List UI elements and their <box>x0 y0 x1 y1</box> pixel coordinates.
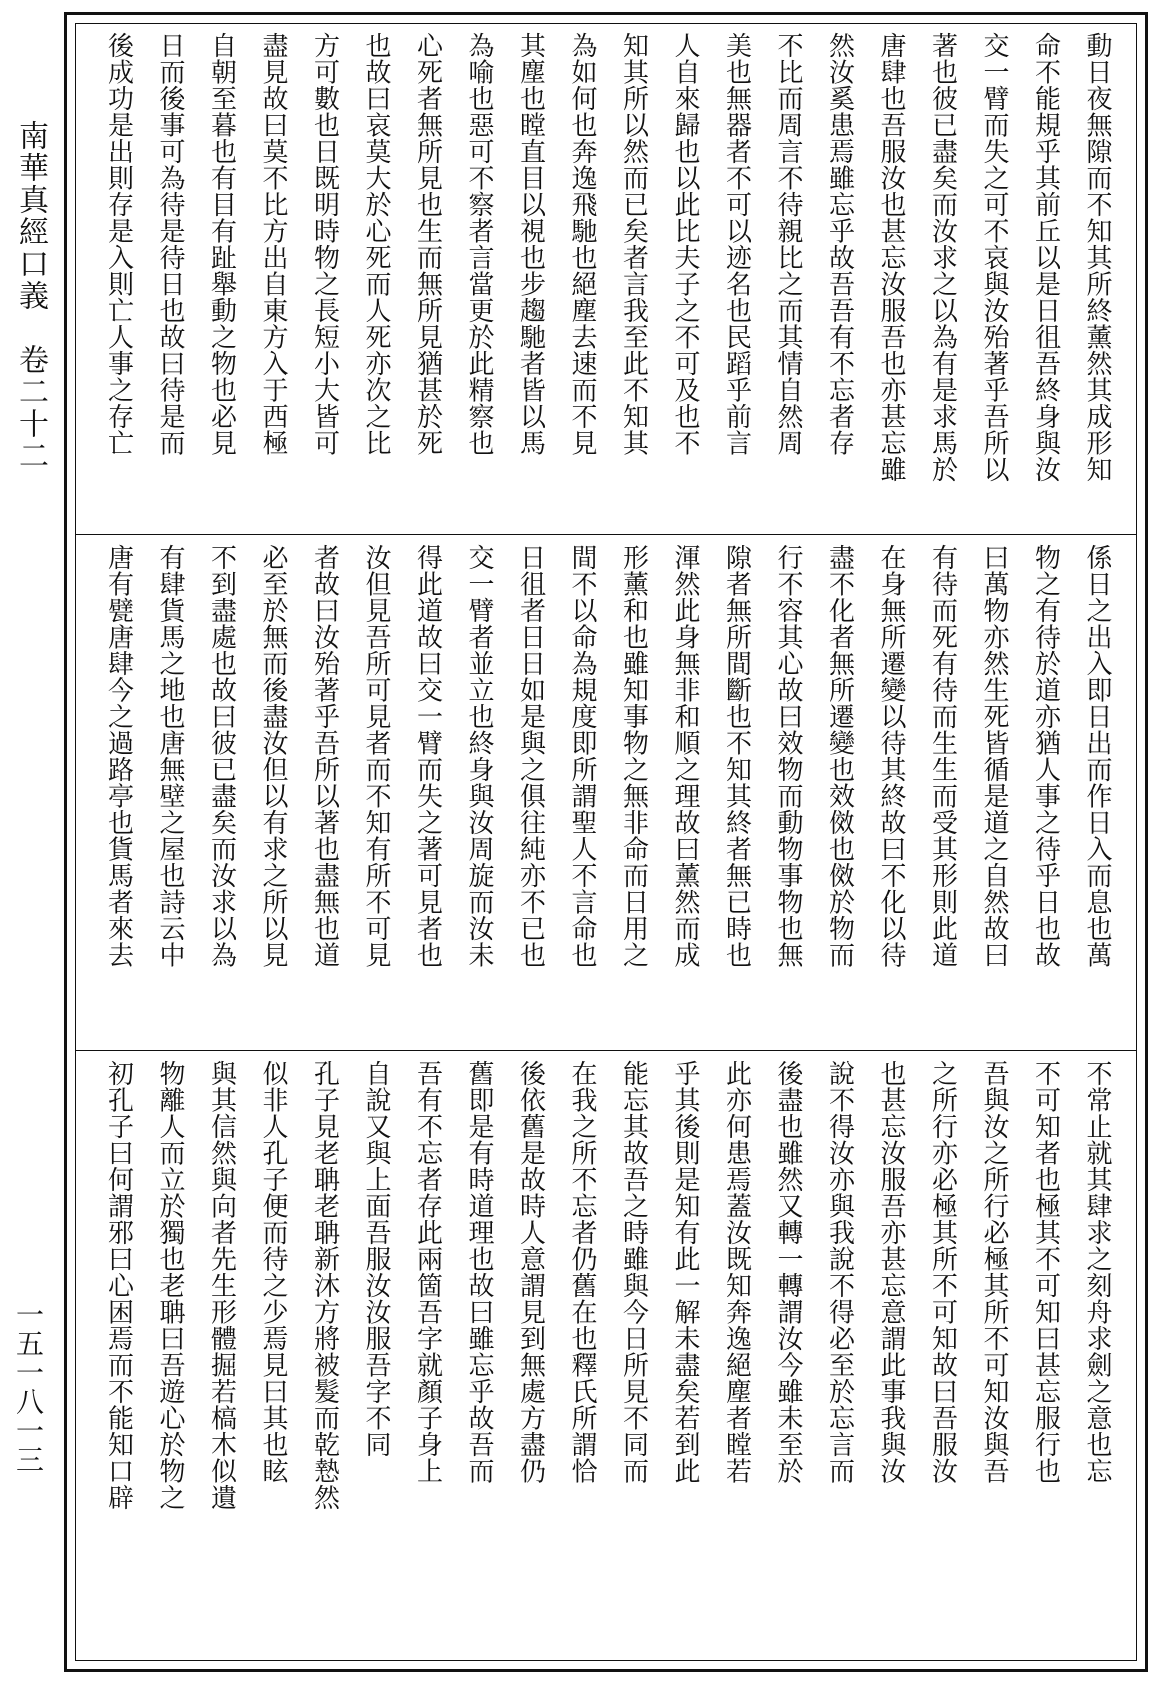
text-column: 在我之所不忘者仍舊在也釋氏所謂恰 <box>567 1060 597 1484</box>
text-column: 吾有不忘者存此兩箇吾字就顏子身上 <box>412 1060 443 1484</box>
text-column: 交一臂而失之可不哀與汝殆著乎吾所以 <box>979 32 1009 483</box>
text-column: 似非人孔子便而待之少焉見曰其也眩 <box>258 1060 288 1484</box>
text-column: 命不能規乎其前丘以是日徂吾終身與汝 <box>1030 32 1061 483</box>
text-column: 說不得汝亦與我說不得必至於忘言而 <box>824 1060 855 1484</box>
section-divider-1 <box>76 534 1136 535</box>
text-column: 此亦何患焉蓋汝既知奔逸絕塵者瞠若 <box>721 1060 752 1484</box>
text-column: 在身無所遷變以待其終故曰不化以待 <box>876 544 906 968</box>
text-section-1 <box>76 24 1136 532</box>
text-column: 交一臂者並立也終身與汝周旋而汝未 <box>464 544 494 968</box>
text-column: 孔子見老聃老聃新沐方將被髮而乾慹然 <box>309 1060 340 1511</box>
text-column: 也甚忘汝服吾亦甚忘意謂此事我與汝 <box>876 1060 906 1484</box>
text-column: 日徂者日日如是與之俱往純亦不已也 <box>515 544 546 968</box>
text-column: 後盡也雖然又轉一轉謂汝今雖未至於 <box>773 1060 803 1484</box>
text-column: 盡見故曰莫不比方出自東方入于西極 <box>258 32 288 456</box>
text-column: 著也彼已盡矣而汝求之以為有是求馬於 <box>927 32 958 483</box>
text-column: 唐肆也吾服汝也甚忘汝服吾也亦甚忘雖 <box>876 32 906 483</box>
text-column: 不可知者也極其不可知曰甚忘服行也 <box>1030 1060 1061 1484</box>
text-column: 形薰和也雖知事物之無非命而日用之 <box>618 544 649 968</box>
page-frame <box>64 12 1148 1672</box>
text-column: 有待而死有待而生生而受其形則此道 <box>927 544 958 968</box>
text-column: 能忘其故吾之時雖與今日所見不同而 <box>618 1060 649 1484</box>
text-column: 物離人而立於獨也老聃曰吾遊心於物之 <box>155 1060 185 1511</box>
text-column: 為如何也奔逸飛馳也絕塵去速而不見 <box>567 32 597 456</box>
text-column: 美也無器者不可以迹名也民蹈乎前言 <box>721 32 752 456</box>
text-column: 知其所以然而已矣者言我至此不知其 <box>618 32 649 456</box>
text-column: 方可數也日既明時物之長短小大皆可 <box>309 32 340 456</box>
text-column: 其塵也瞠直目以視也步趨馳者皆以馬 <box>515 32 546 456</box>
text-section-2 <box>76 536 1136 1048</box>
text-column: 與其信然與向者先生形體掘若槁木似遺 <box>206 1060 237 1511</box>
text-column: 渾然此身無非和順之理故曰薰然而成 <box>670 544 700 968</box>
text-column: 然汝奚患焉雖忘乎故吾吾有不忘者存 <box>824 32 855 456</box>
text-column: 隙者無所間斷也不知其終者無已時也 <box>721 544 752 968</box>
text-column: 不常止就其肆求之刻舟求劍之意也忘 <box>1082 1060 1112 1484</box>
text-column: 物之有待於道亦猶人事之待乎日也故 <box>1030 544 1061 968</box>
text-column: 初孔子曰何謂邪曰心困焉而不能知口辟 <box>103 1060 134 1511</box>
section-divider-2 <box>76 1050 1136 1051</box>
text-column: 動日夜無隙而不知其所終薰然其成形知 <box>1082 32 1112 483</box>
text-column: 為喻也惡可不察者言當更於此精察也 <box>464 32 494 456</box>
text-column: 人自來歸也以此比夫子之不可及也不 <box>670 32 700 456</box>
text-column: 吾與汝之所行必極其所不可知汝與吾 <box>979 1060 1009 1484</box>
text-column: 間不以命為規度即所謂聖人不言命也 <box>567 544 597 968</box>
text-column: 汝但見吾所可見者而不知有所不可見 <box>361 544 391 968</box>
text-block <box>75 23 1137 1661</box>
text-column: 日而後事可為待是待日也故曰待是而 <box>155 32 185 456</box>
text-column: 後依舊是故時人意謂見到無處方盡仍 <box>515 1060 546 1484</box>
text-column: 之所行亦必極其所不可知故曰吾服汝 <box>927 1060 958 1484</box>
text-column: 曰萬物亦然生死皆循是道之自然故曰 <box>979 544 1009 968</box>
text-column: 自說又與上面吾服汝汝服吾字不同 <box>361 1060 391 1458</box>
text-column: 唐有甓唐肆今之過路亭也貨馬者來去 <box>103 544 134 968</box>
book-title-margin: 南華真經口義 卷二十二 <box>13 120 48 472</box>
text-column: 得此道故曰交一臂而失之著可見者也 <box>412 544 443 968</box>
text-column: 乎其後則是知有此一解未盡矣若到此 <box>670 1060 700 1484</box>
text-column: 行不容其心故曰效物而動物事物也無 <box>773 544 803 968</box>
text-column: 也故曰哀莫大於心死而人死亦次之比 <box>361 32 391 456</box>
text-column: 心死者無所見也生而無所見猶甚於死 <box>412 32 443 456</box>
page-number-margin: 一五一八一三 <box>12 1300 45 1474</box>
text-column: 舊即是有時道理也故曰雖忘乎故吾而 <box>464 1060 494 1484</box>
text-section-3 <box>76 1052 1136 1662</box>
text-column: 不到盡處也故曰彼已盡矣而汝求以為 <box>206 544 237 968</box>
text-column: 自朝至暮也有目有趾舉動之物也必見 <box>206 32 237 456</box>
text-column: 有肆貨馬之地也唐無壁之屋也詩云中 <box>155 544 185 968</box>
text-column: 必至於無而後盡汝但以有求之所以見 <box>258 544 288 968</box>
text-column: 係日之出入即日出而作日入而息也萬 <box>1082 544 1112 968</box>
text-column: 盡不化者無所遷變也效傚也傚於物而 <box>824 544 855 968</box>
text-column: 後成功是出則存是入則亡人事之存亡 <box>103 32 134 456</box>
text-column: 者故曰汝殆著乎吾所以著也盡無也道 <box>309 544 340 968</box>
text-column: 不比而周言不待親比之而其情自然周 <box>773 32 803 456</box>
